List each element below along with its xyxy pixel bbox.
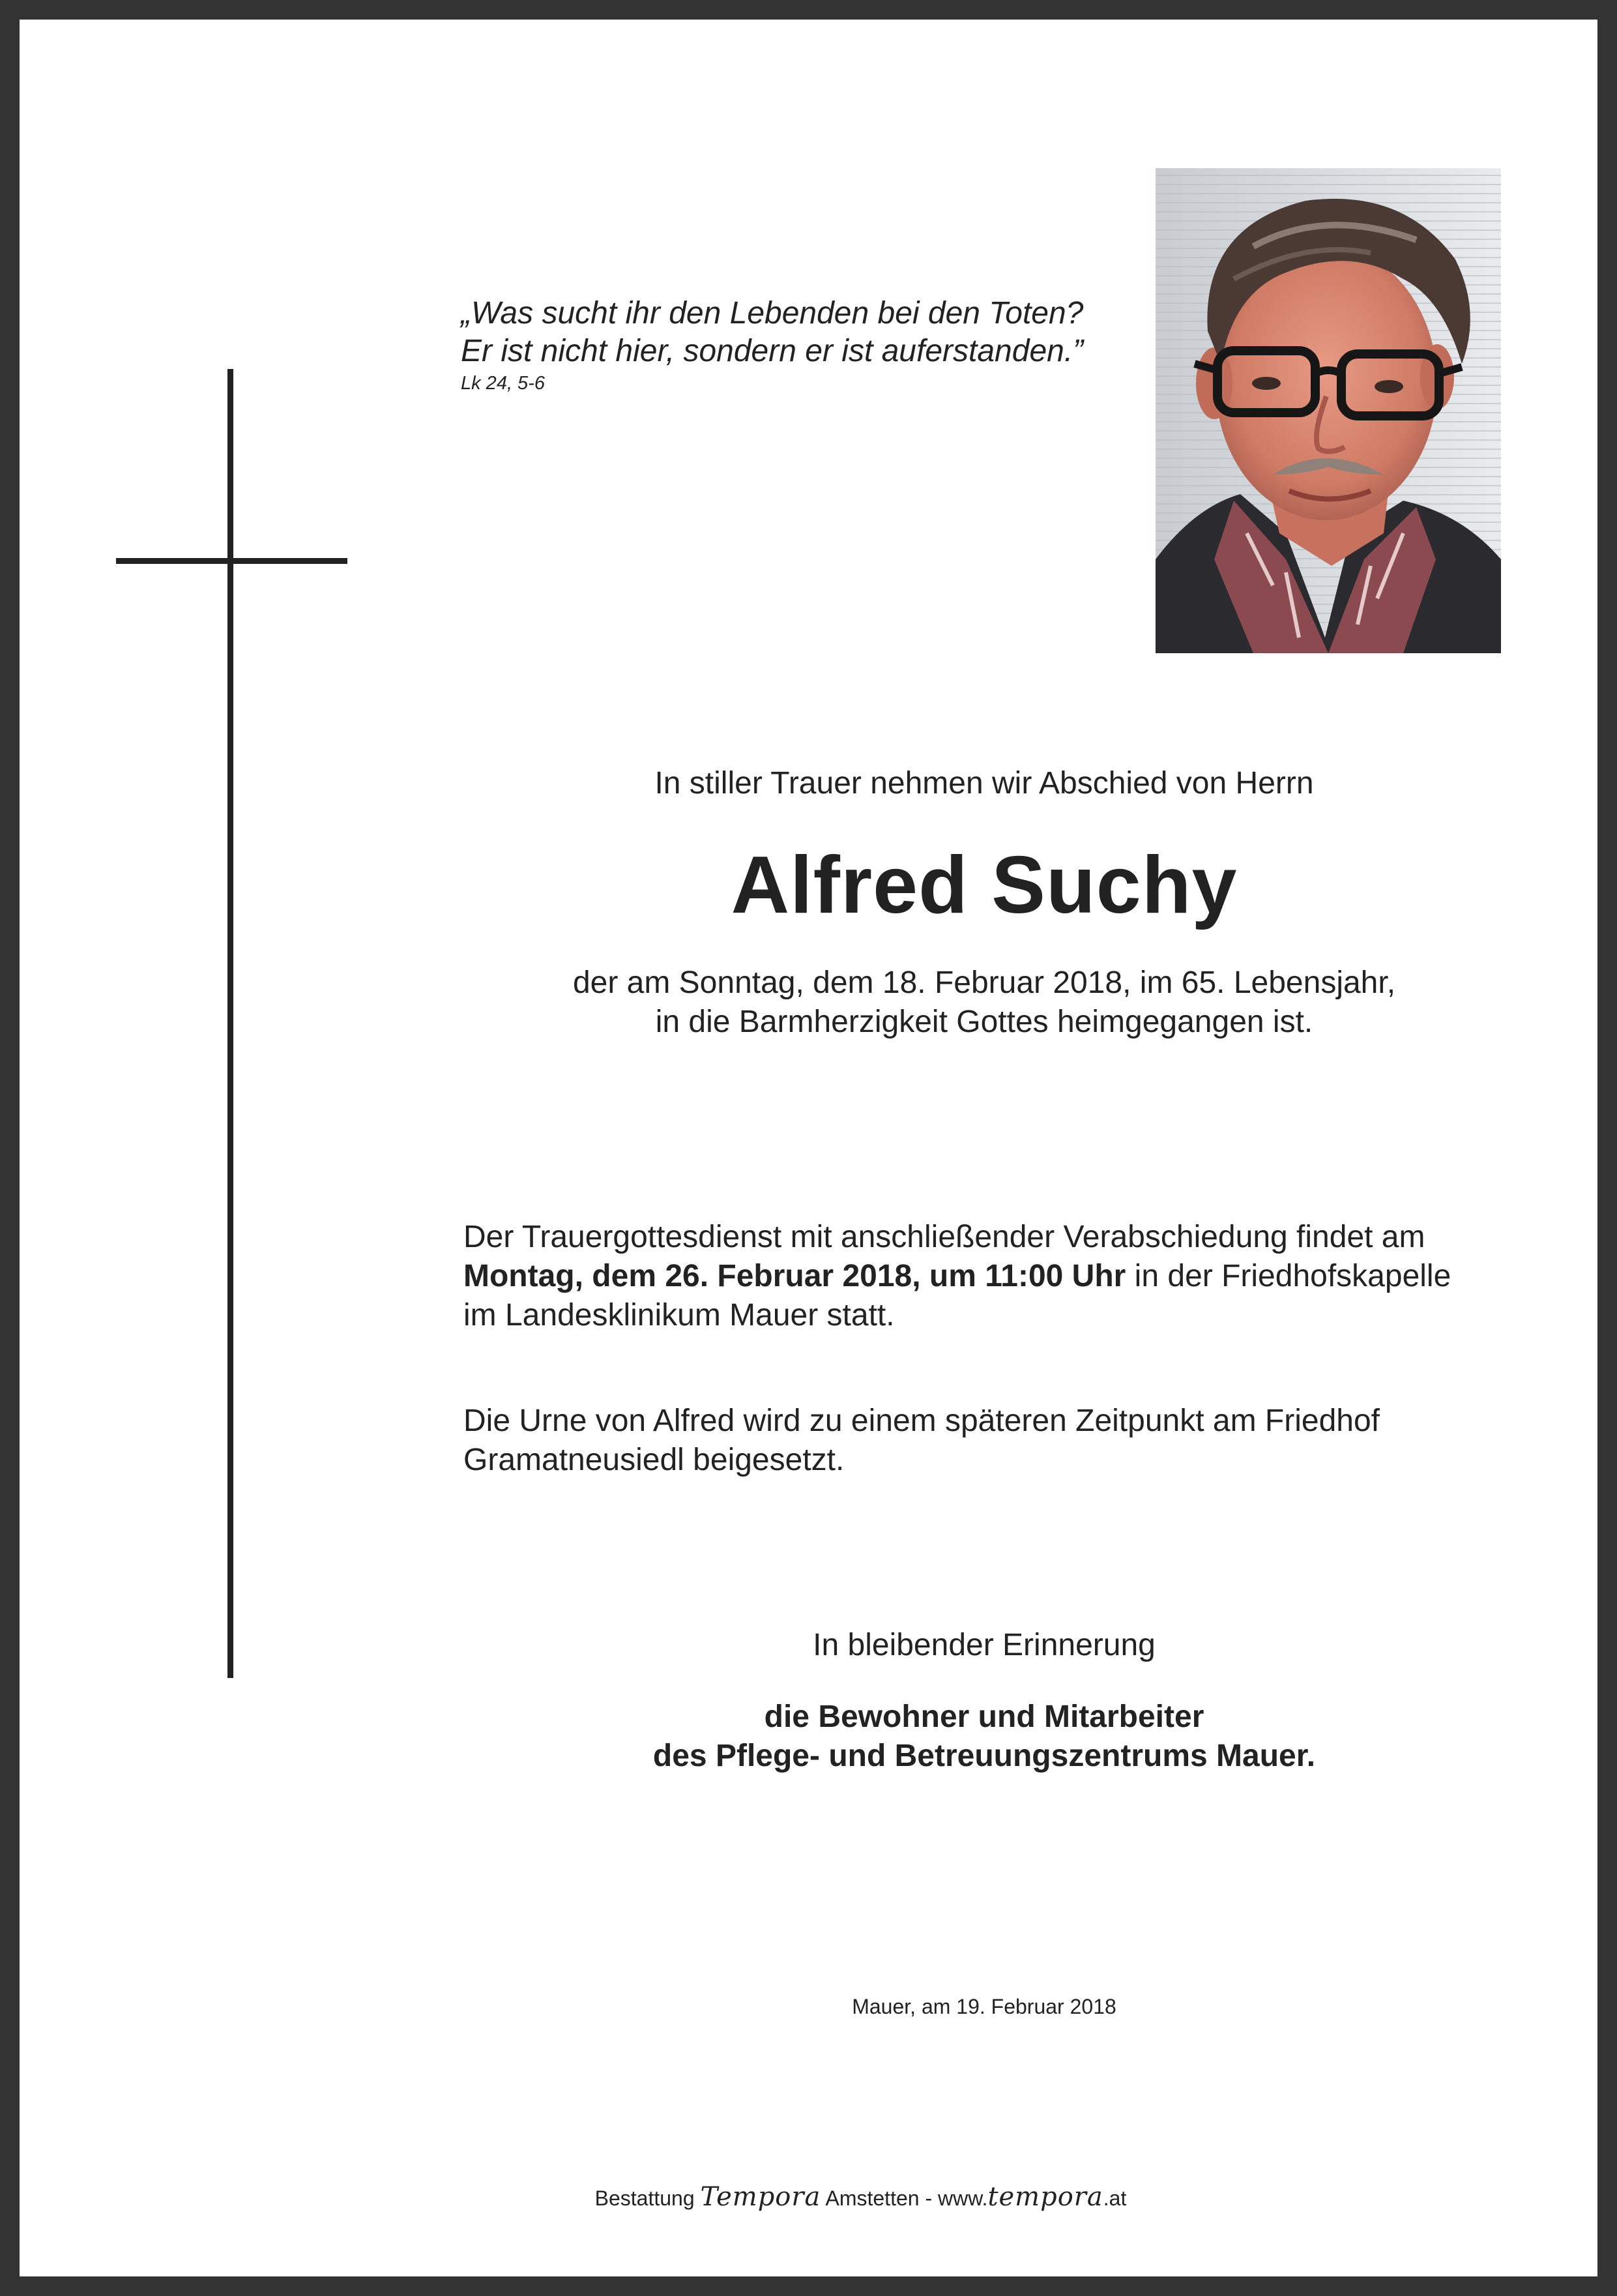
bible-quote bbox=[461, 295, 1113, 395]
footer-prefix: Bestattung bbox=[594, 2186, 701, 2210]
death-info-line-2: in die Barmherzigkeit Gottes heimgegangen ist. bbox=[655, 1005, 1313, 1039]
service-line-3: im Landesklinikum Mauer statt. bbox=[463, 1298, 895, 1332]
service-location: in der Friedhofskapelle bbox=[1126, 1259, 1451, 1293]
footer-suffix: .at bbox=[1103, 2186, 1127, 2210]
footer-brand-url: tempora bbox=[987, 2182, 1103, 2212]
memory-text: In bleibender Erinnerung bbox=[813, 1628, 1156, 1662]
intro-text: In stiller Trauer nehmen wir Abschied von Herrn bbox=[654, 766, 1314, 801]
funeral-service-info bbox=[463, 1218, 1539, 1335]
footer-undertaker bbox=[52, 2184, 1617, 2211]
quote-line-2: Er ist nicht hier, sondern er ist auferstanden.” bbox=[461, 334, 1084, 368]
death-info-line-1: der am Sonntag, dem 18. Februar 2018, im 65. Lebensjahr, bbox=[572, 965, 1396, 1000]
cross-vertical-bar bbox=[227, 369, 233, 1678]
deceased-name: Alfred Suchy bbox=[731, 840, 1238, 930]
urn-line-2: Gramatneusiedl beigesetzt. bbox=[463, 1443, 845, 1477]
quote-reference: Lk 24, 5-6 bbox=[461, 373, 545, 394]
footer-brand-logo: Tempora bbox=[700, 2182, 821, 2212]
portrait-photo bbox=[1156, 168, 1501, 653]
quote-line-1: „Was sucht ihr den Lebenden bei den Toten? bbox=[461, 296, 1084, 331]
service-line-1: Der Trauergottesdienst mit anschließender Verabschiedung findet am bbox=[463, 1220, 1425, 1254]
death-info bbox=[391, 964, 1577, 1042]
footer-middle: Amstetten - www. bbox=[821, 2186, 988, 2210]
place-and-date: Mauer, am 19. Februar 2018 bbox=[852, 1995, 1116, 2018]
urn-line-1: Die Urne von Alfred wird zu einem späteren Zeitpunkt am Friedhof bbox=[463, 1404, 1380, 1438]
urn-burial-info bbox=[463, 1402, 1539, 1480]
service-date-time: Montag, dem 26. Februar 2018, um 11:00 Uhr bbox=[463, 1259, 1126, 1293]
signers-line-2: des Pflege- und Betreuungszentrums Mauer. bbox=[652, 1739, 1316, 1773]
signers-line-1: die Bewohner und Mitarbeiter bbox=[764, 1700, 1204, 1734]
signers bbox=[391, 1698, 1577, 1776]
cross-horizontal-bar bbox=[116, 558, 347, 564]
service-line-2 bbox=[463, 1257, 1539, 1296]
